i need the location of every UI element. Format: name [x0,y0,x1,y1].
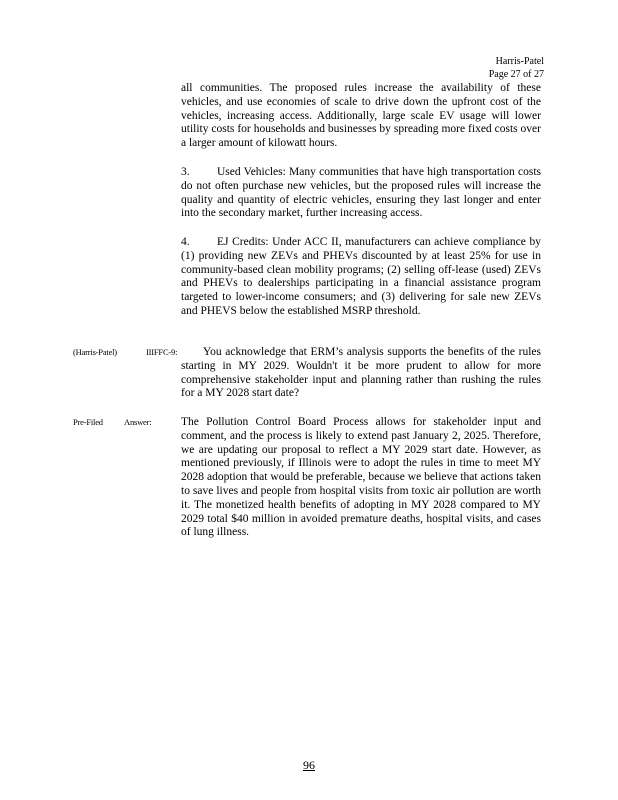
answer-paragraph [181,416,541,540]
paragraph-text: Used Vehicles: Many communities that have high transportation costs do not often purchase new vehicles, but the proposed rules will increase the quality and quantity of electric vehicles, ensuring they last longer and enter into the secondary market, further increasing access. [181,166,541,220]
header-page-indicator: Page 27 of 27 [488,69,544,80]
answer-prefiled-label: Pre-Filed [73,417,103,427]
paragraph-number: 3. [181,166,190,178]
question-id-label: IIIFFC-9: [146,347,178,357]
paragraph-text: EJ Credits: Under ACC II, manufacturers can achieve compliance by (1) providing new ZEVs and PHEVs discounted by at least 25% for use in community-based clean mobility programs; (2) selling off-lease (used) ZEVs and PHEVs to dealerships participating in a financial assistance program targeted to lower-income consumers; and (3) delivering for sale new ZEVs and PHEVS below the established MSRP threshold. [181,236,541,317]
question-witness-label: (Harris-Patel) [73,347,117,357]
answer-label: Answer: [124,417,152,427]
question-text: You acknowledge that ERM’s analysis supports the benefits of the rules starting in MY 2029. Wouldn't it be more prudent to allow for more comprehensive stakeholder input and planning rather than rushing the rules for a MY 2028 start date? [181,346,541,400]
header-witness-name: Harris-Patel [495,56,544,67]
numbered-paragraph-ej-credits [181,236,541,319]
paragraph-number: 4. [181,236,190,248]
continuation-paragraph [181,82,541,151]
paragraph-text: all communities. The proposed rules increase the availability of these vehicles, and use economies of scale to drive down the upfront cost of the vehicles, increasing access. Additionally, large scale EV usage will lower utility costs for households and businesses by spreading more fixed costs over a larger amount of kilowatt hours. [181,82,541,150]
answer-text: The Pollution Control Board Process allows for stakeholder input and comment, and the process is likely to extend past January 2, 2025. Therefore, we are updating our proposal to reflect a MY 2029 start date. However, as mentioned previously, if Illinois were to adopt the rules in time to meet MY 2028 adoption that would be preferable, because we believe that actions taken to save lives and people from hospital visits from toxic air pollution are worth it. The monetized health benefits of adopting in MY 2028 compared to MY 2029 total $40 million in avoided premature deaths, hospital visits, and cases of lung illness. [181,416,541,539]
page-number: 96 [303,758,315,772]
numbered-paragraph-used-vehicles [181,166,541,221]
question-paragraph [181,346,541,401]
